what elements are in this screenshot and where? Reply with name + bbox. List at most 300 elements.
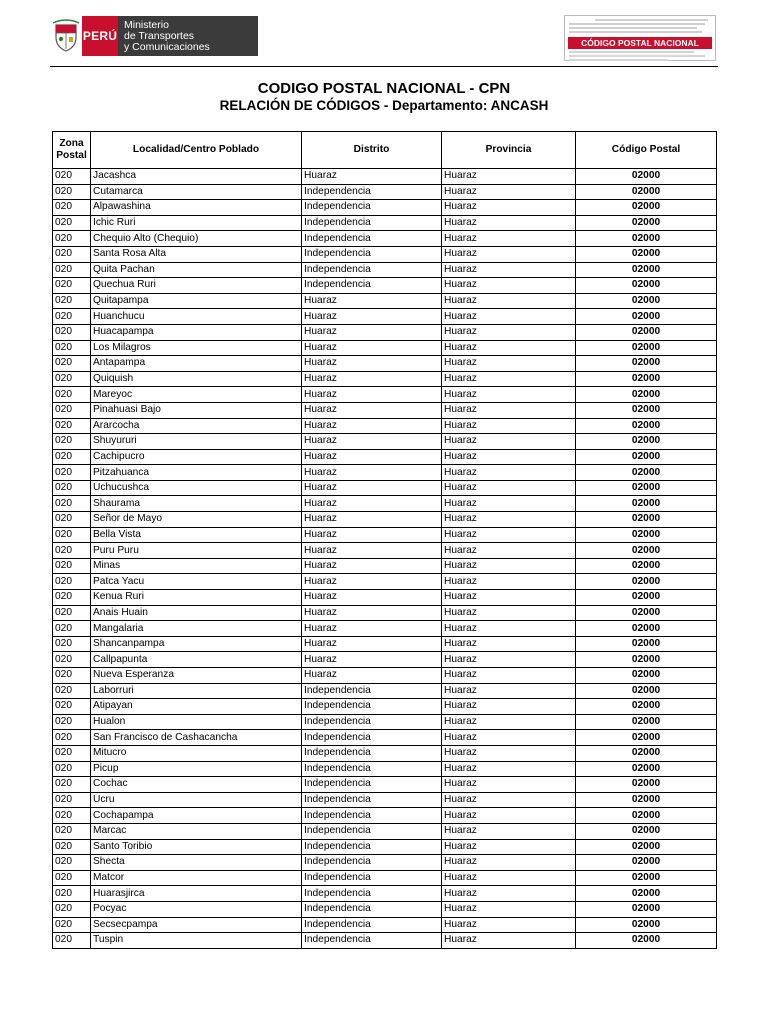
cell-localidad: Quiquish [91,371,302,387]
cell-localidad: Patca Yacu [91,574,302,590]
table-row [53,402,717,418]
fine-print-decoration [569,51,711,63]
cell-zona-postal: 020 [53,512,91,528]
cell-distrito: Huaraz [302,402,442,418]
cell-localidad: Shecta [91,855,302,871]
cell-provincia: Huaraz [442,901,576,917]
cell-provincia: Huaraz [442,527,576,543]
header-distrito: Distrito [302,132,442,169]
table-row [53,418,717,434]
cell-codigo-postal: 02000 [576,278,717,294]
cell-codigo-postal: 02000 [576,434,717,450]
cell-provincia: Huaraz [442,418,576,434]
cell-localidad: Los Milagros [91,340,302,356]
cell-zona-postal: 020 [53,231,91,247]
cell-localidad: Pocyac [91,901,302,917]
cell-provincia: Huaraz [442,449,576,465]
cell-localidad: Atipayan [91,699,302,715]
table-row [53,730,717,746]
cell-provincia: Huaraz [442,200,576,216]
table-row [53,340,717,356]
cell-codigo-postal: 02000 [576,231,717,247]
cell-localidad: Mitucro [91,745,302,761]
cell-zona-postal: 020 [53,933,91,949]
table-row [53,246,717,262]
cell-distrito: Independencia [302,901,442,917]
cell-codigo-postal: 02000 [576,356,717,372]
cell-distrito: Independencia [302,184,442,200]
cell-localidad: Cutamarca [91,184,302,200]
cell-provincia: Huaraz [442,558,576,574]
cell-provincia: Huaraz [442,356,576,372]
cell-codigo-postal: 02000 [576,309,717,325]
cell-provincia: Huaraz [442,340,576,356]
cell-provincia: Huaraz [442,543,576,559]
cell-provincia: Huaraz [442,371,576,387]
cell-localidad: Huarasjirca [91,886,302,902]
ministry-line: Ministerio [124,18,169,31]
cell-codigo-postal: 02000 [576,527,717,543]
cell-localidad: Shuyururi [91,434,302,450]
cell-provincia: Huaraz [442,714,576,730]
table-row [53,558,717,574]
cell-distrito: Independencia [302,792,442,808]
cell-codigo-postal: 02000 [576,200,717,216]
cell-codigo-postal: 02000 [576,917,717,933]
cell-zona-postal: 020 [53,449,91,465]
cell-zona-postal: 020 [53,465,91,481]
cell-codigo-postal: 02000 [576,246,717,262]
cell-provincia: Huaraz [442,215,576,231]
table-header-row [53,132,717,169]
postal-code-table [52,131,717,949]
cell-zona-postal: 020 [53,309,91,325]
cell-zona-postal: 020 [53,901,91,917]
cell-distrito: Independencia [302,215,442,231]
cell-zona-postal: 020 [53,480,91,496]
cell-codigo-postal: 02000 [576,184,717,200]
cell-distrito: Huaraz [302,371,442,387]
cell-distrito: Independencia [302,886,442,902]
cell-distrito: Independencia [302,262,442,278]
cell-distrito: Independencia [302,745,442,761]
cell-zona-postal: 020 [53,605,91,621]
cell-localidad: Nueva Esperanza [91,668,302,684]
cell-codigo-postal: 02000 [576,636,717,652]
cell-localidad: Laborruri [91,683,302,699]
cell-codigo-postal: 02000 [576,730,717,746]
cell-distrito: Huaraz [302,668,442,684]
table-row [53,465,717,481]
table-row [53,293,717,309]
cell-zona-postal: 020 [53,246,91,262]
cell-provincia: Huaraz [442,792,576,808]
cell-codigo-postal: 02000 [576,777,717,793]
table-row [53,309,717,325]
cell-distrito: Independencia [302,200,442,216]
cell-distrito: Independencia [302,699,442,715]
cell-codigo-postal: 02000 [576,449,717,465]
cell-codigo-postal: 02000 [576,512,717,528]
table-row [53,278,717,294]
cell-zona-postal: 020 [53,808,91,824]
cell-distrito: Huaraz [302,324,442,340]
cell-zona-postal: 020 [53,590,91,606]
table-row [53,527,717,543]
table-row [53,870,717,886]
header-zona-postal [53,132,91,169]
cell-provincia: Huaraz [442,324,576,340]
cell-localidad: Santo Toribio [91,839,302,855]
cell-localidad: Antapampa [91,356,302,372]
cell-zona-postal: 020 [53,200,91,216]
cell-distrito: Huaraz [302,636,442,652]
cell-localidad: Quitapampa [91,293,302,309]
cell-distrito: Huaraz [302,309,442,325]
header-provincia: Provincia [442,132,576,169]
cell-provincia: Huaraz [442,823,576,839]
table-row [53,449,717,465]
cell-codigo-postal: 02000 [576,340,717,356]
ministry-line: de Transportes [124,29,195,42]
cell-localidad: Cochac [91,777,302,793]
cell-codigo-postal: 02000 [576,901,717,917]
cell-zona-postal: 020 [53,356,91,372]
cell-distrito: Huaraz [302,434,442,450]
table-row [53,387,717,403]
cell-provincia: Huaraz [442,278,576,294]
cell-zona-postal: 020 [53,886,91,902]
cell-codigo-postal: 02000 [576,324,717,340]
cell-distrito: Independencia [302,870,442,886]
table-row [53,933,717,949]
cell-localidad: Huacapampa [91,324,302,340]
cell-distrito: Huaraz [302,621,442,637]
cell-distrito: Huaraz [302,527,442,543]
cell-provincia: Huaraz [442,777,576,793]
header-localidad: Localidad/Centro Poblado [91,132,302,169]
cell-localidad: Shancanpampa [91,636,302,652]
cell-provincia: Huaraz [442,917,576,933]
cell-distrito: Huaraz [302,293,442,309]
cell-codigo-postal: 02000 [576,761,717,777]
table-row [53,855,717,871]
cell-provincia: Huaraz [442,590,576,606]
cell-localidad: Picup [91,761,302,777]
cell-localidad: Alpawashina [91,200,302,216]
cell-localidad: Quita Pachan [91,262,302,278]
cell-distrito: Huaraz [302,356,442,372]
cell-distrito: Huaraz [302,449,442,465]
cell-zona-postal: 020 [53,870,91,886]
cell-distrito: Huaraz [302,496,442,512]
peru-label: PERÚ [82,16,118,56]
cell-zona-postal: 020 [53,777,91,793]
cell-provincia: Huaraz [442,293,576,309]
cell-zona-postal: 020 [53,699,91,715]
cell-provincia: Huaraz [442,652,576,668]
cell-localidad: Matcor [91,870,302,886]
table-row [53,808,717,824]
cell-provincia: Huaraz [442,402,576,418]
cell-zona-postal: 020 [53,683,91,699]
table-row [53,231,717,247]
cell-zona-postal: 020 [53,402,91,418]
table-row [53,605,717,621]
table-row [53,839,717,855]
cell-localidad: Mangalaria [91,621,302,637]
cell-codigo-postal: 02000 [576,933,717,949]
cell-zona-postal: 020 [53,434,91,450]
cell-codigo-postal: 02000 [576,465,717,481]
cell-localidad: Ararcocha [91,418,302,434]
cell-localidad: Puru Puru [91,543,302,559]
table-row [53,777,717,793]
cell-zona-postal: 020 [53,761,91,777]
cell-distrito: Huaraz [302,512,442,528]
cell-zona-postal: 020 [53,917,91,933]
cell-zona-postal: 020 [53,574,91,590]
fine-print-decoration [569,19,711,37]
cell-codigo-postal: 02000 [576,605,717,621]
cell-provincia: Huaraz [442,465,576,481]
cell-localidad: Secsecpampa [91,917,302,933]
cell-provincia: Huaraz [442,480,576,496]
table-row [53,543,717,559]
cell-provincia: Huaraz [442,886,576,902]
table-row [53,714,717,730]
cell-zona-postal: 020 [53,730,91,746]
cell-codigo-postal: 02000 [576,855,717,871]
cell-localidad: San Francisco de Cashacancha [91,730,302,746]
table-row [53,574,717,590]
cell-provincia: Huaraz [442,668,576,684]
table-row [53,917,717,933]
cell-distrito: Huaraz [302,169,442,185]
table-row [53,496,717,512]
cell-distrito: Huaraz [302,558,442,574]
table-row [53,169,717,185]
cell-codigo-postal: 02000 [576,215,717,231]
cell-codigo-postal: 02000 [576,621,717,637]
cell-zona-postal: 020 [53,418,91,434]
cell-codigo-postal: 02000 [576,574,717,590]
table-row [53,699,717,715]
cell-provincia: Huaraz [442,870,576,886]
document-title: CODIGO POSTAL NACIONAL - CPN [257,80,511,97]
table-row [53,356,717,372]
cell-zona-postal: 020 [53,324,91,340]
cell-codigo-postal: 02000 [576,387,717,403]
cell-distrito: Independencia [302,777,442,793]
table-row [53,215,717,231]
cell-localidad: Ucru [91,792,302,808]
cell-distrito: Huaraz [302,652,442,668]
cell-provincia: Huaraz [442,730,576,746]
cell-zona-postal: 020 [53,527,91,543]
cell-codigo-postal: 02000 [576,839,717,855]
cell-zona-postal: 020 [53,668,91,684]
cell-distrito: Huaraz [302,480,442,496]
cell-distrito: Independencia [302,231,442,247]
cell-codigo-postal: 02000 [576,262,717,278]
cell-distrito: Independencia [302,823,442,839]
header-codigo-postal: Código Postal [576,132,717,169]
table-row [53,668,717,684]
cell-distrito: Independencia [302,714,442,730]
table-row [53,886,717,902]
table-row [53,745,717,761]
cell-codigo-postal: 02000 [576,418,717,434]
cell-codigo-postal: 02000 [576,683,717,699]
cell-provincia: Huaraz [442,246,576,262]
cell-zona-postal: 020 [53,340,91,356]
cell-localidad: Kenua Ruri [91,590,302,606]
cell-codigo-postal: 02000 [576,745,717,761]
cell-zona-postal: 020 [53,745,91,761]
cell-localidad: Chequio Alto (Chequio) [91,231,302,247]
cell-provincia: Huaraz [442,699,576,715]
cell-zona-postal: 020 [53,839,91,855]
cell-distrito: Independencia [302,917,442,933]
cell-zona-postal: 020 [53,636,91,652]
cell-codigo-postal: 02000 [576,293,717,309]
cell-distrito: Independencia [302,933,442,949]
cell-provincia: Huaraz [442,683,576,699]
table-row [53,901,717,917]
cell-codigo-postal: 02000 [576,371,717,387]
page-header [50,12,718,64]
header-divider [50,66,718,67]
cell-localidad: Quechua Ruri [91,278,302,294]
cell-localidad: Pitzahuanca [91,465,302,481]
cell-provincia: Huaraz [442,933,576,949]
cell-provincia: Huaraz [442,574,576,590]
cell-provincia: Huaraz [442,184,576,200]
cell-localidad: Huanchucu [91,309,302,325]
document-subtitle: RELACIÓN DE CÓDIGOS - Departamento: ANCASH [219,98,549,113]
cell-zona-postal: 020 [53,543,91,559]
table-row [53,792,717,808]
cell-distrito: Huaraz [302,418,442,434]
table-body [53,169,717,949]
cell-localidad: Shaurama [91,496,302,512]
cell-distrito: Independencia [302,683,442,699]
cell-codigo-postal: 02000 [576,808,717,824]
cell-distrito: Huaraz [302,574,442,590]
cell-distrito: Huaraz [302,465,442,481]
cell-provincia: Huaraz [442,855,576,871]
cell-zona-postal: 020 [53,371,91,387]
cell-localidad: Cachipucro [91,449,302,465]
cell-zona-postal: 020 [53,293,91,309]
cell-codigo-postal: 02000 [576,714,717,730]
cell-localidad: Pinahuasi Bajo [91,402,302,418]
cell-codigo-postal: 02000 [576,543,717,559]
cell-localidad: Bella Vista [91,527,302,543]
cell-localidad: Santa Rosa Alta [91,246,302,262]
cell-provincia: Huaraz [442,745,576,761]
cell-zona-postal: 020 [53,652,91,668]
cell-localidad: Mareyoc [91,387,302,403]
cell-distrito: Independencia [302,278,442,294]
table-row [53,590,717,606]
cell-distrito: Huaraz [302,543,442,559]
cell-zona-postal: 020 [53,184,91,200]
cell-distrito: Independencia [302,730,442,746]
table-row [53,636,717,652]
cell-codigo-postal: 02000 [576,590,717,606]
cell-zona-postal: 020 [53,714,91,730]
table-row [53,512,717,528]
cell-distrito: Independencia [302,808,442,824]
cell-provincia: Huaraz [442,231,576,247]
cell-localidad: Minas [91,558,302,574]
cell-codigo-postal: 02000 [576,496,717,512]
cell-localidad: Señor de Mayo [91,512,302,528]
cell-provincia: Huaraz [442,839,576,855]
table-row [53,480,717,496]
cell-zona-postal: 020 [53,823,91,839]
cell-provincia: Huaraz [442,387,576,403]
cell-localidad: Tuspin [91,933,302,949]
cell-localidad: Hualon [91,714,302,730]
cpn-logo [564,15,716,61]
cell-provincia: Huaraz [442,621,576,637]
cell-distrito: Independencia [302,761,442,777]
cpn-badge: CÓDIGO POSTAL NACIONAL [568,37,712,49]
cell-zona-postal: 020 [53,621,91,637]
ministry-line: y Comunicaciones [124,40,210,53]
cell-codigo-postal: 02000 [576,886,717,902]
cell-zona-postal: 020 [53,855,91,871]
cell-codigo-postal: 02000 [576,792,717,808]
cell-localidad: Jacashca [91,169,302,185]
table-row [53,652,717,668]
cell-localidad: Anais Huain [91,605,302,621]
header-zona-postal-text: Zona Postal [56,138,87,161]
cell-codigo-postal: 02000 [576,402,717,418]
cell-zona-postal: 020 [53,387,91,403]
table-row [53,683,717,699]
cell-zona-postal: 020 [53,278,91,294]
coat-of-arms-icon [50,16,82,56]
cell-provincia: Huaraz [442,496,576,512]
table-row [53,262,717,278]
cell-codigo-postal: 02000 [576,823,717,839]
cell-distrito: Huaraz [302,605,442,621]
ministry-logo [50,16,258,56]
cell-provincia: Huaraz [442,169,576,185]
cell-codigo-postal: 02000 [576,699,717,715]
cell-distrito: Independencia [302,855,442,871]
cell-provincia: Huaraz [442,808,576,824]
ministry-name [118,16,258,56]
cell-codigo-postal: 02000 [576,870,717,886]
table-row [53,324,717,340]
cell-localidad: Marcac [91,823,302,839]
cell-zona-postal: 020 [53,169,91,185]
cell-provincia: Huaraz [442,512,576,528]
table-row [53,371,717,387]
cell-distrito: Independencia [302,246,442,262]
cell-distrito: Huaraz [302,387,442,403]
cell-localidad: Cochapampa [91,808,302,824]
cell-provincia: Huaraz [442,605,576,621]
cell-zona-postal: 020 [53,558,91,574]
cell-localidad: Uchucushca [91,480,302,496]
cell-provincia: Huaraz [442,262,576,278]
